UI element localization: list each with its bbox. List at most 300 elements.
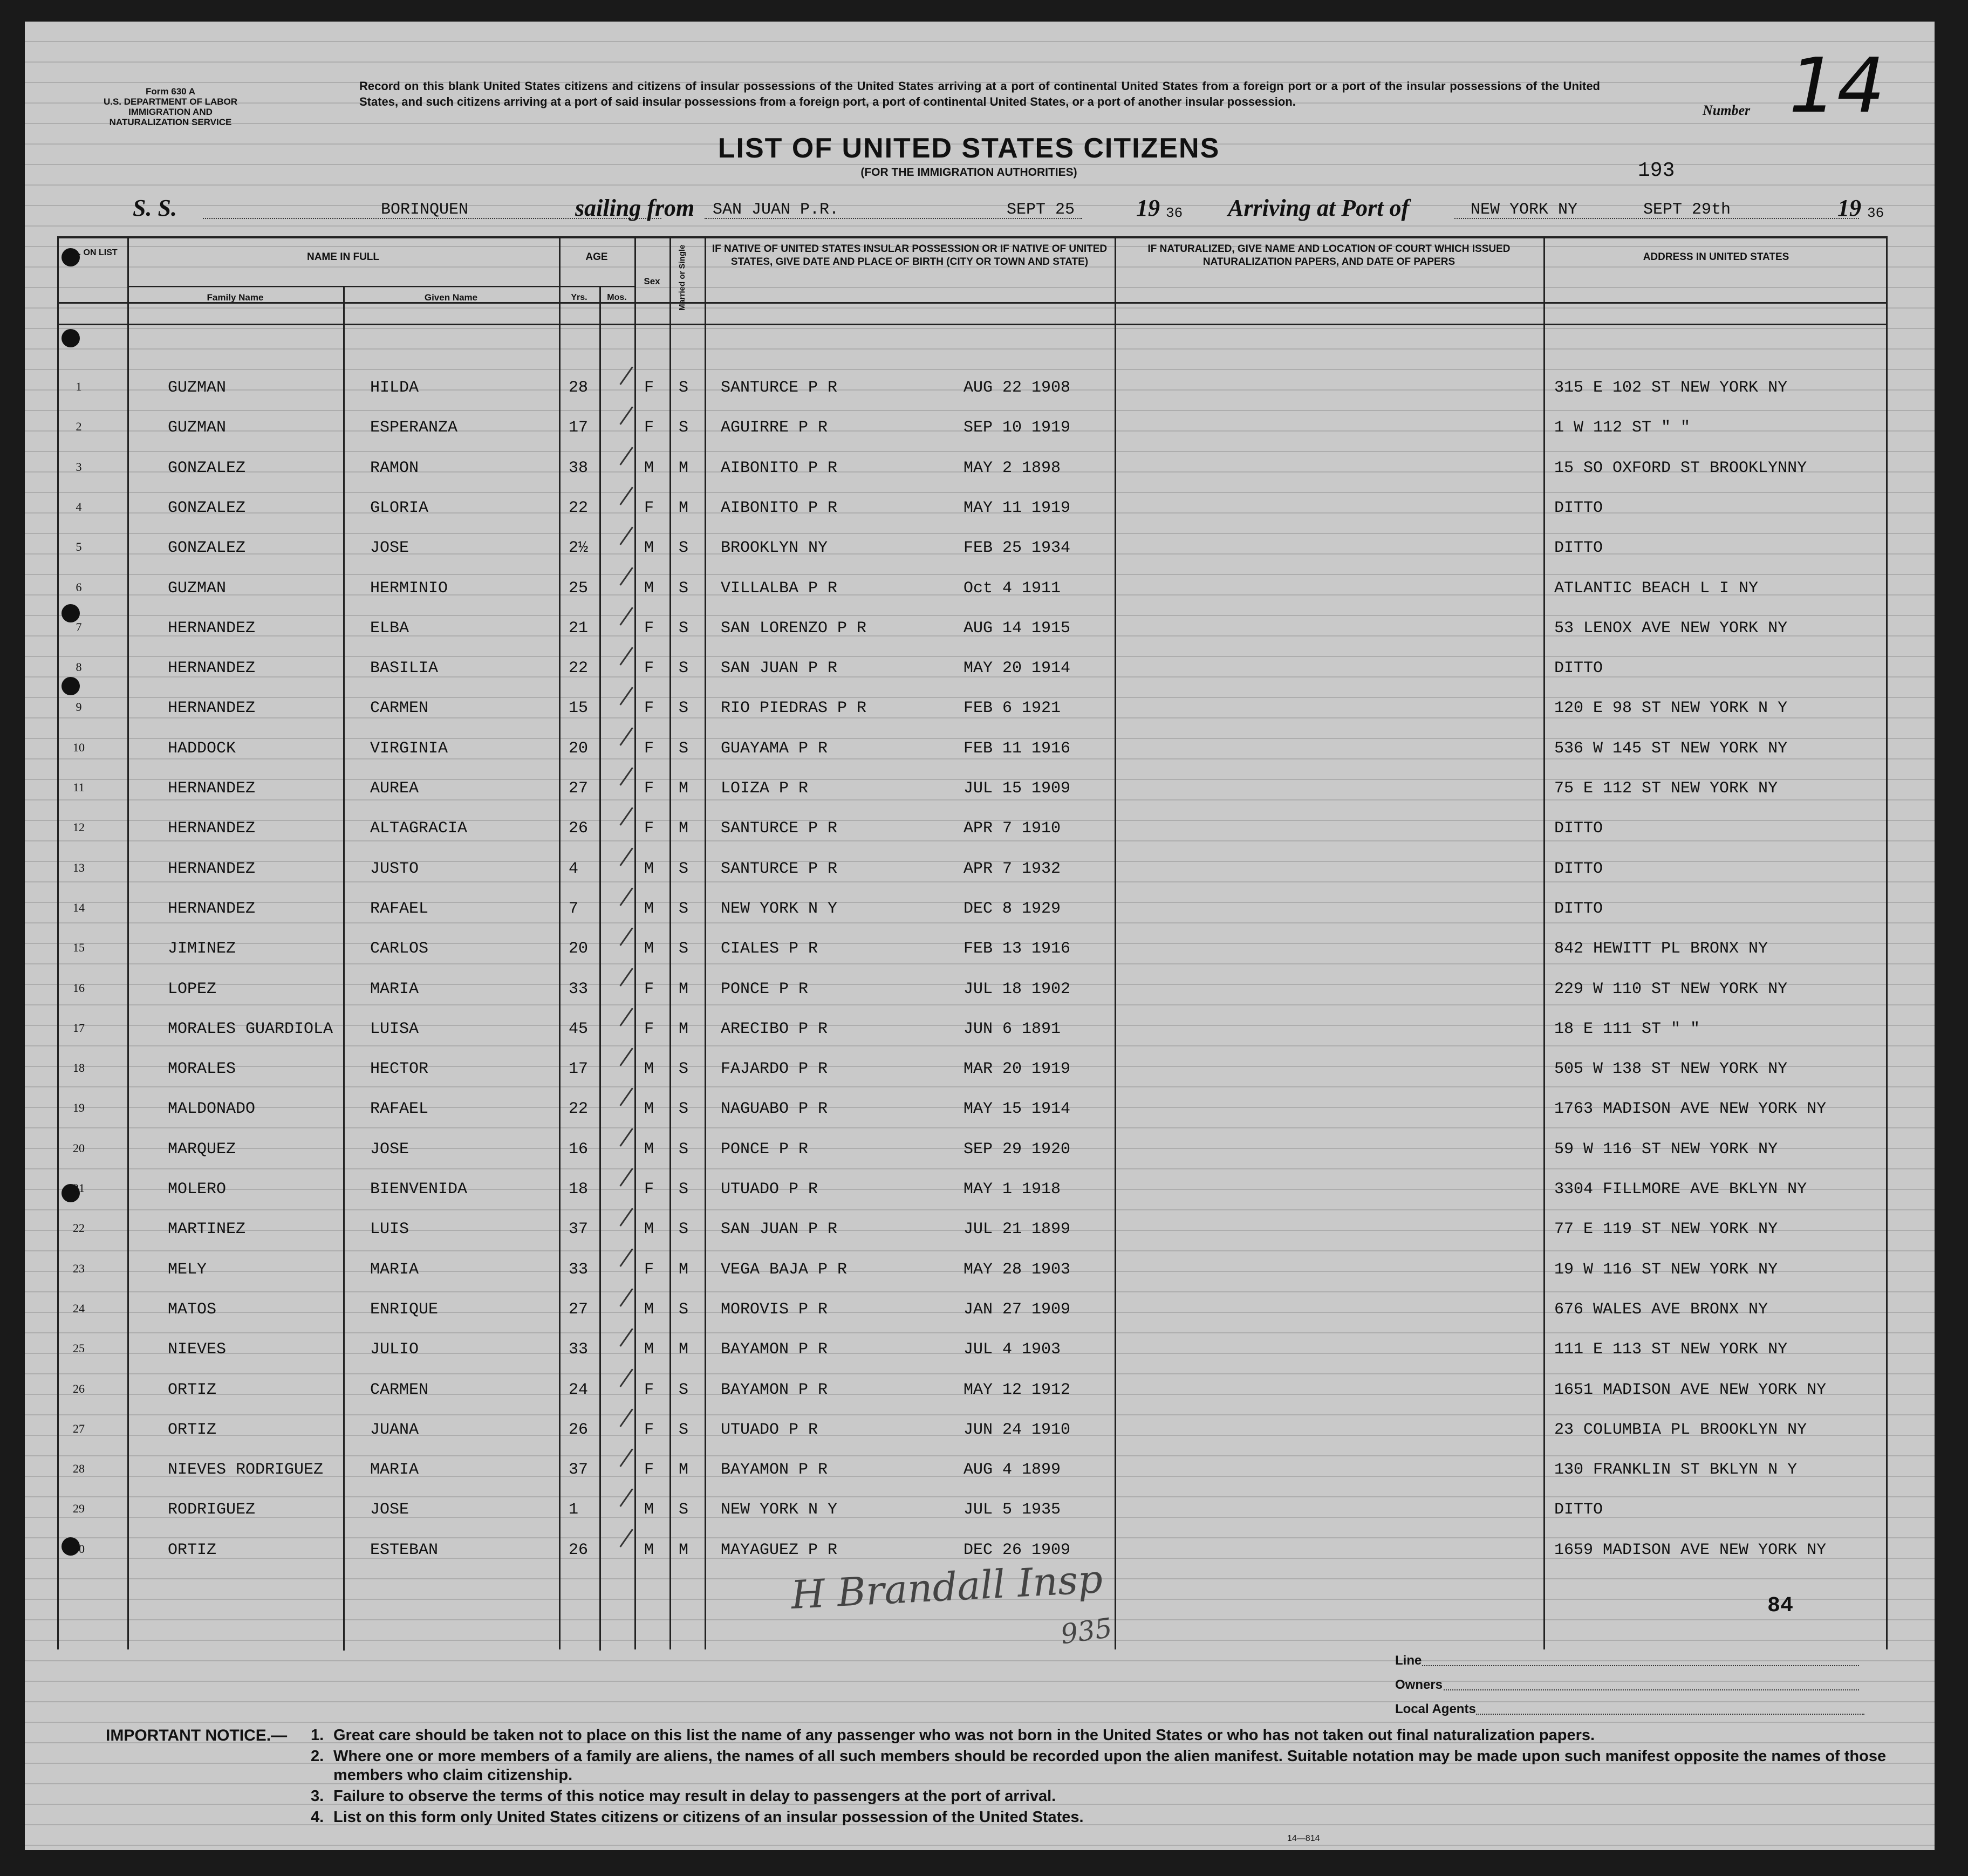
given-name: RAFAEL: [370, 899, 429, 918]
owners-label: Owners: [1395, 1678, 1443, 1692]
us-address: DITTO: [1554, 899, 1603, 918]
us-address: DITTO: [1554, 819, 1603, 838]
us-address: 77 E 119 ST NEW YORK NY: [1554, 1220, 1778, 1239]
sex: F: [644, 1019, 654, 1038]
birth-place: VILLALBA P R: [721, 579, 838, 598]
birth-place: SANTURCE P R: [721, 859, 838, 878]
age-years: 33: [569, 1260, 589, 1279]
us-address: DITTO: [1554, 539, 1603, 558]
table-row: [25, 567, 1886, 607]
marital-status: S: [679, 1380, 689, 1399]
birth-date: AUG 14 1915: [964, 619, 1071, 638]
arriving-label: Arriving at Port of: [1228, 195, 1410, 221]
birth-place: BAYAMON P R: [721, 1340, 828, 1359]
birth-date: JAN 27 1909: [964, 1300, 1071, 1319]
row-number: 19: [73, 1101, 85, 1115]
table-row: [25, 407, 1886, 447]
given-name: JUANA: [370, 1420, 419, 1439]
table-row: [25, 1489, 1886, 1529]
age-years: 33: [569, 1340, 589, 1359]
marital-status: S: [679, 1060, 689, 1079]
marital-status: S: [679, 699, 689, 718]
birth-place: AGUIRRE P R: [721, 419, 828, 437]
row-number: 9: [76, 700, 82, 714]
age-years: 1: [569, 1501, 579, 1519]
family-name: HADDOCK: [168, 739, 236, 758]
row-number: 24: [73, 1301, 85, 1315]
row-number: 7: [76, 620, 82, 634]
us-address: 536 W 145 ST NEW YORK NY: [1554, 739, 1788, 758]
age-years: 22: [569, 659, 589, 678]
birth-date: DEC 8 1929: [964, 899, 1061, 918]
inspector-signature: H Brandall Insp: [790, 1556, 1104, 1618]
header-mos: Mos.: [607, 293, 627, 302]
birth-date: MAY 2 1898: [964, 458, 1061, 477]
birth-place: AIBONITO P R: [721, 458, 838, 477]
family-name: GUZMAN: [168, 579, 227, 598]
us-address: 23 COLUMBIA PL BROOKLYN NY: [1554, 1420, 1807, 1439]
table-row: [25, 768, 1886, 807]
birth-place: BROOKLYN NY: [721, 539, 828, 558]
birth-date: MAY 20 1914: [964, 659, 1071, 678]
given-name: GLORIA: [370, 498, 429, 517]
notice-item: 4. List on this form only United States citizens or citizens of an insular possession of the United States.: [311, 1809, 1084, 1826]
row-number: 1: [76, 380, 82, 393]
notice-item: 2. Where one or more members of a family are aliens, the names of all such members should be recorded upon the alien manifest. Suitable notation may be made upon such manifest opposite the names of those members who claim citizenship.: [311, 1748, 1887, 1784]
voyage-line: [133, 194, 1913, 227]
ss-label: S. S.: [133, 195, 177, 221]
given-name: JUSTO: [370, 859, 419, 878]
age-years: 28: [569, 379, 589, 397]
page-subtitle: (FOR THE IMMIGRATION AUTHORITIES): [860, 166, 1077, 179]
family-name: JIMINEZ: [168, 940, 236, 958]
sex: F: [644, 659, 654, 678]
us-address: DITTO: [1554, 1501, 1603, 1519]
age-years: 27: [569, 1300, 589, 1319]
form-code: 14—814: [1287, 1834, 1320, 1843]
family-name: MELY: [168, 1260, 207, 1279]
given-name: CARMEN: [370, 699, 429, 718]
given-name: VIRGINIA: [370, 739, 448, 758]
given-name: CARLOS: [370, 940, 429, 958]
birth-place: UTUADO P R: [721, 1180, 818, 1199]
birth-place: LOIZA P R: [721, 779, 809, 798]
given-name: LUISA: [370, 1019, 419, 1038]
table-row: [25, 1289, 1886, 1329]
birth-place: MOROVIS P R: [721, 1300, 828, 1319]
row-number: 21: [73, 1181, 85, 1195]
family-name: MORALES: [168, 1060, 236, 1079]
age-years: 26: [569, 819, 589, 838]
form-identifier: [90, 86, 251, 127]
year-label-2: 19: [1837, 195, 1861, 221]
marital-status: M: [679, 1540, 689, 1559]
us-address: 842 HEWITT PL BRONX NY: [1554, 940, 1768, 958]
family-name: HERNANDEZ: [168, 659, 256, 678]
row-number: 2: [76, 420, 82, 434]
signature-note: 935: [1058, 1612, 1115, 1651]
table-row: [25, 487, 1886, 527]
birth-place: UTUADO P R: [721, 1420, 818, 1439]
age-years: 20: [569, 739, 589, 758]
age-years: 26: [569, 1420, 589, 1439]
given-name: ALTAGRACIA: [370, 819, 468, 838]
row-number: 5: [76, 540, 82, 554]
given-name: BIENVENIDA: [370, 1180, 468, 1199]
arrival-port: NEW YORK NY: [1471, 201, 1578, 219]
family-name: GONZALEZ: [168, 458, 246, 477]
row-number: 22: [73, 1221, 85, 1235]
row-number: 30: [73, 1542, 85, 1556]
age-years: 26: [569, 1540, 589, 1559]
family-name: HERNANDEZ: [168, 819, 256, 838]
birth-place: NEW YORK N Y: [721, 1501, 838, 1519]
number-label: Number: [1703, 102, 1751, 118]
line-label: Line: [1395, 1653, 1422, 1668]
us-address: 18 E 111 ST " ": [1554, 1019, 1700, 1038]
row-number: 12: [73, 820, 85, 834]
given-name: HECTOR: [370, 1060, 429, 1079]
family-name: NIEVES RODRIGUEZ: [168, 1461, 324, 1480]
sex: M: [644, 859, 654, 878]
sex: F: [644, 379, 654, 397]
marital-status: S: [679, 579, 689, 598]
header-given-name: Given Name: [424, 292, 478, 303]
table-row: [25, 968, 1886, 1008]
birth-date: FEB 11 1916: [964, 739, 1071, 758]
sex: F: [644, 498, 654, 517]
family-name: HERNANDEZ: [168, 619, 256, 638]
birth-date: MAY 1 1918: [964, 1180, 1061, 1199]
birth-place: GUAYAMA P R: [721, 739, 828, 758]
table-row: [25, 807, 1886, 847]
table-row: [25, 1409, 1886, 1449]
age-years: 4: [569, 859, 579, 878]
marital-status: S: [679, 1501, 689, 1519]
age-years: 17: [569, 419, 589, 437]
header-naturalized: IF NATURALIZED, GIVE NAME AND LOCATION OF COURT WHICH ISSUED NATURALIZATION PAPERS, AND DATE OF PAPERS: [1147, 243, 1511, 268]
header-yrs: Yrs.: [571, 293, 587, 302]
sex: F: [644, 619, 654, 638]
us-address: 53 LENOX AVE NEW YORK NY: [1554, 619, 1788, 638]
given-name: HERMINIO: [370, 579, 448, 598]
birth-date: MAY 12 1912: [964, 1380, 1071, 1399]
row-number: 14: [73, 900, 85, 914]
us-address: 676 WALES AVE BRONX NY: [1554, 1300, 1768, 1319]
age-years: 15: [569, 699, 589, 718]
birth-date: SEP 29 1920: [964, 1140, 1071, 1159]
us-address: 15 SO OXFORD ST BROOKLYNNY: [1554, 458, 1807, 477]
marital-status: S: [679, 899, 689, 918]
department-name: U.S. DEPARTMENT OF LABOR: [103, 97, 238, 107]
us-address: 111 E 113 ST NEW YORK NY: [1554, 1340, 1788, 1359]
year-stamp: 193: [1638, 159, 1675, 182]
sex: F: [644, 1380, 654, 1399]
birth-date: MAR 20 1919: [964, 1060, 1071, 1079]
given-name: ESPERANZA: [370, 419, 458, 437]
given-name: MARIA: [370, 1461, 419, 1480]
header-address: ADDRESS IN UNITED STATES: [1643, 251, 1789, 263]
punch-hole: [62, 329, 80, 347]
sex: F: [644, 1260, 654, 1279]
page-title: LIST OF UNITED STATES CITIZENS: [718, 133, 1220, 164]
family-name: HERNANDEZ: [168, 699, 256, 718]
table-row: [25, 447, 1886, 487]
row-number: 4: [76, 499, 82, 513]
sex: F: [644, 419, 654, 437]
us-address: DITTO: [1554, 659, 1603, 678]
table-row: [25, 1168, 1886, 1208]
sex: F: [644, 739, 654, 758]
given-name: JOSE: [370, 1140, 409, 1159]
marital-status: S: [679, 1220, 689, 1239]
notice-label: IMPORTANT NOTICE.—: [106, 1727, 288, 1744]
birth-date: JUL 21 1899: [964, 1220, 1071, 1239]
table-row: [25, 527, 1886, 567]
birth-place: SAN LORENZO P R: [721, 619, 867, 638]
us-address: 505 W 138 ST NEW YORK NY: [1554, 1060, 1788, 1079]
family-name: GONZALEZ: [168, 539, 246, 558]
birth-date: FEB 25 1934: [964, 539, 1071, 558]
header-married-single: Married or Single: [678, 244, 687, 311]
page-count: 84: [1767, 1594, 1794, 1618]
table-row: [25, 928, 1886, 968]
age-years: 38: [569, 458, 589, 477]
sex: F: [644, 779, 654, 798]
marital-status: S: [679, 1180, 689, 1199]
sex: M: [644, 458, 654, 477]
service-name-line2: NATURALIZATION SERVICE: [109, 117, 232, 127]
owners-field: [1395, 1678, 1443, 1693]
us-address: 3304 FILLMORE AVE BKLYN NY: [1554, 1180, 1807, 1199]
age-years: 22: [569, 1100, 589, 1119]
us-address: 315 E 102 ST NEW YORK NY: [1554, 379, 1788, 397]
sex: M: [644, 539, 654, 558]
birth-date: APR 7 1910: [964, 819, 1061, 838]
given-name: MARIA: [370, 1260, 419, 1279]
marital-status: M: [679, 1340, 689, 1359]
age-years: 18: [569, 1180, 589, 1199]
given-name: JOSE: [370, 1501, 409, 1519]
marital-status: S: [679, 619, 689, 638]
notice-item: 3. Failure to observe the terms of this notice may result in delay to passengers at the port of arrival.: [311, 1788, 1056, 1805]
sex: M: [644, 1340, 654, 1359]
intro-text: Record on this blank United States citizens and citizens of insular possessions of the United States arriving at a port of continental United States from a foreign port or a port of the insular possessions of the United States, and such citizens arriving at a port of said insular possessions from a foreign port, a port of continental United States, or a port of another insular possession.: [359, 79, 1600, 108]
marital-status: S: [679, 739, 689, 758]
row-number: 6: [76, 580, 82, 594]
marital-status: S: [679, 1140, 689, 1159]
birth-date: DEC 26 1909: [964, 1540, 1071, 1559]
birth-place: SAN JUAN P R: [721, 659, 838, 678]
departure-year: 36: [1166, 205, 1183, 221]
marital-status: S: [679, 940, 689, 958]
birth-date: JUL 15 1909: [964, 779, 1071, 798]
table-row: [25, 1008, 1886, 1048]
birth-place: NAGUABO P R: [721, 1100, 828, 1119]
birth-place: SANTURCE P R: [721, 379, 838, 397]
row-number: 28: [73, 1462, 85, 1476]
table-row: [25, 1048, 1886, 1088]
table-row: [25, 1208, 1886, 1248]
departure-date: SEPT 25: [1007, 201, 1075, 219]
marital-status: M: [679, 498, 689, 517]
marital-status: M: [679, 1019, 689, 1038]
sex: M: [644, 940, 654, 958]
table-row: [25, 1369, 1886, 1409]
family-name: ORTIZ: [168, 1380, 217, 1399]
sex: M: [644, 1140, 654, 1159]
family-name: HERNANDEZ: [168, 859, 256, 878]
sex: F: [644, 980, 654, 998]
sex: M: [644, 1540, 654, 1559]
marital-status: M: [679, 458, 689, 477]
row-number: 3: [76, 460, 82, 474]
age-years: 24: [569, 1380, 589, 1399]
birth-place: BAYAMON P R: [721, 1461, 828, 1480]
us-address: 120 E 98 ST NEW YORK N Y: [1554, 699, 1788, 718]
arrival-year: 36: [1867, 205, 1884, 221]
marital-status: S: [679, 419, 689, 437]
birth-place: ARECIBO P R: [721, 1019, 828, 1038]
row-number: 15: [73, 941, 85, 955]
sex: M: [644, 1501, 654, 1519]
family-name: RODRIGUEZ: [168, 1501, 256, 1519]
table-row: [25, 888, 1886, 928]
birth-place: BAYAMON P R: [721, 1380, 828, 1399]
table-row: [25, 848, 1886, 888]
table-row: [25, 1449, 1886, 1489]
age-years: 45: [569, 1019, 589, 1038]
birth-date: APR 7 1932: [964, 859, 1061, 878]
age-years: 20: [569, 940, 589, 958]
header-family-name: Family Name: [207, 292, 264, 303]
birth-date: FEB 6 1921: [964, 699, 1061, 718]
age-years: 16: [569, 1140, 589, 1159]
family-name: GONZALEZ: [168, 498, 246, 517]
age-years: 37: [569, 1461, 589, 1480]
birth-date: AUG 4 1899: [964, 1461, 1061, 1480]
birth-date: AUG 22 1908: [964, 379, 1071, 397]
sex: M: [644, 1220, 654, 1239]
family-name: GUZMAN: [168, 419, 227, 437]
row-number: 17: [73, 1021, 85, 1035]
us-address: 75 E 112 ST NEW YORK NY: [1554, 779, 1778, 798]
row-number: 25: [73, 1341, 85, 1355]
birth-date: JUN 6 1891: [964, 1019, 1061, 1038]
sex: F: [644, 1180, 654, 1199]
sex: M: [644, 579, 654, 598]
marital-status: M: [679, 1461, 689, 1480]
birth-date: JUL 4 1903: [964, 1340, 1061, 1359]
row-number: 8: [76, 660, 82, 674]
family-name: LOPEZ: [168, 980, 217, 998]
header-name-in-full: NAME IN FULL: [306, 251, 380, 263]
form-number: Form 630 A: [146, 86, 195, 97]
marital-status: M: [679, 779, 689, 798]
marital-status: M: [679, 819, 689, 838]
manifest-sheet: [25, 22, 1935, 1850]
us-address: DITTO: [1554, 859, 1603, 878]
birth-date: JUL 18 1902: [964, 980, 1071, 998]
table-row: [25, 1088, 1886, 1128]
family-name: NIEVES: [168, 1340, 227, 1359]
birth-date: MAY 11 1919: [964, 498, 1071, 517]
given-name: MARIA: [370, 980, 419, 998]
birth-date: JUN 24 1910: [964, 1420, 1071, 1439]
birth-place: RIO PIEDRAS P R: [721, 699, 867, 718]
header-no: No. ON LIST: [67, 248, 118, 257]
birth-place: AIBONITO P R: [721, 498, 838, 517]
table-row: [25, 1329, 1886, 1368]
us-address: 130 FRANKLIN ST BKLYN N Y: [1554, 1461, 1798, 1480]
us-address: 19 W 116 ST NEW YORK NY: [1554, 1260, 1778, 1279]
table-row: [25, 728, 1886, 768]
given-name: LUIS: [370, 1220, 409, 1239]
local-agents-label: Local Agents: [1395, 1702, 1476, 1716]
table-row: [25, 1529, 1886, 1569]
row-number: 10: [73, 740, 85, 754]
given-name: CARMEN: [370, 1380, 429, 1399]
age-years: 33: [569, 980, 589, 998]
family-name: MARTINEZ: [168, 1220, 246, 1239]
family-name: ORTIZ: [168, 1420, 217, 1439]
sex: F: [644, 1420, 654, 1439]
age-years: 25: [569, 579, 589, 598]
table-row: [25, 1249, 1886, 1289]
row-number: 26: [73, 1381, 85, 1395]
ship-name: BORINQUEN: [381, 201, 469, 219]
row-number: 29: [73, 1502, 85, 1516]
line-field: [1395, 1653, 1422, 1668]
birth-place: PONCE P R: [721, 980, 809, 998]
birth-place: SAN JUAN P R: [721, 1220, 838, 1239]
birth-place: CIALES P R: [721, 940, 818, 958]
table-row: [25, 1128, 1886, 1168]
sailing-label: sailing from: [575, 195, 695, 221]
given-name: AUREA: [370, 779, 419, 798]
birth-date: MAY 28 1903: [964, 1260, 1071, 1279]
us-address: DITTO: [1554, 498, 1603, 517]
us-address: ATLANTIC BEACH L I NY: [1554, 579, 1759, 598]
departure-port: SAN JUAN P.R.: [713, 201, 839, 219]
family-name: HERNANDEZ: [168, 779, 256, 798]
birth-place: PONCE P R: [721, 1140, 809, 1159]
birth-date: Oct 4 1911: [964, 579, 1061, 598]
birth-date: SEP 10 1919: [964, 419, 1071, 437]
birth-place: MAYAGUEZ P R: [721, 1540, 838, 1559]
sex: F: [644, 699, 654, 718]
family-name: MORALES GUARDIOLA: [168, 1019, 333, 1038]
year-label: 19: [1136, 195, 1160, 221]
header-age: AGE: [585, 251, 608, 263]
sex: F: [644, 819, 654, 838]
marital-status: M: [679, 1260, 689, 1279]
header-sex: Sex: [644, 276, 660, 286]
sex: M: [644, 1060, 654, 1079]
header-birth: IF NATIVE OF UNITED STATES INSULAR POSSESSION OR IF NATIVE OF UNITED STATES, GIVE DATE AND PLACE OF BIRTH (CITY OR TOWN AND STATE): [712, 243, 1108, 268]
age-years: 7: [569, 899, 579, 918]
age-years: 17: [569, 1060, 589, 1079]
birth-place: SANTURCE P R: [721, 819, 838, 838]
marital-status: S: [679, 1420, 689, 1439]
marital-status: S: [679, 659, 689, 678]
row-number: 27: [73, 1421, 85, 1435]
marital-status: S: [679, 539, 689, 558]
given-name: JOSE: [370, 539, 409, 558]
row-number: 18: [73, 1061, 85, 1075]
age-years: 27: [569, 779, 589, 798]
local-agents-field: [1395, 1702, 1476, 1717]
